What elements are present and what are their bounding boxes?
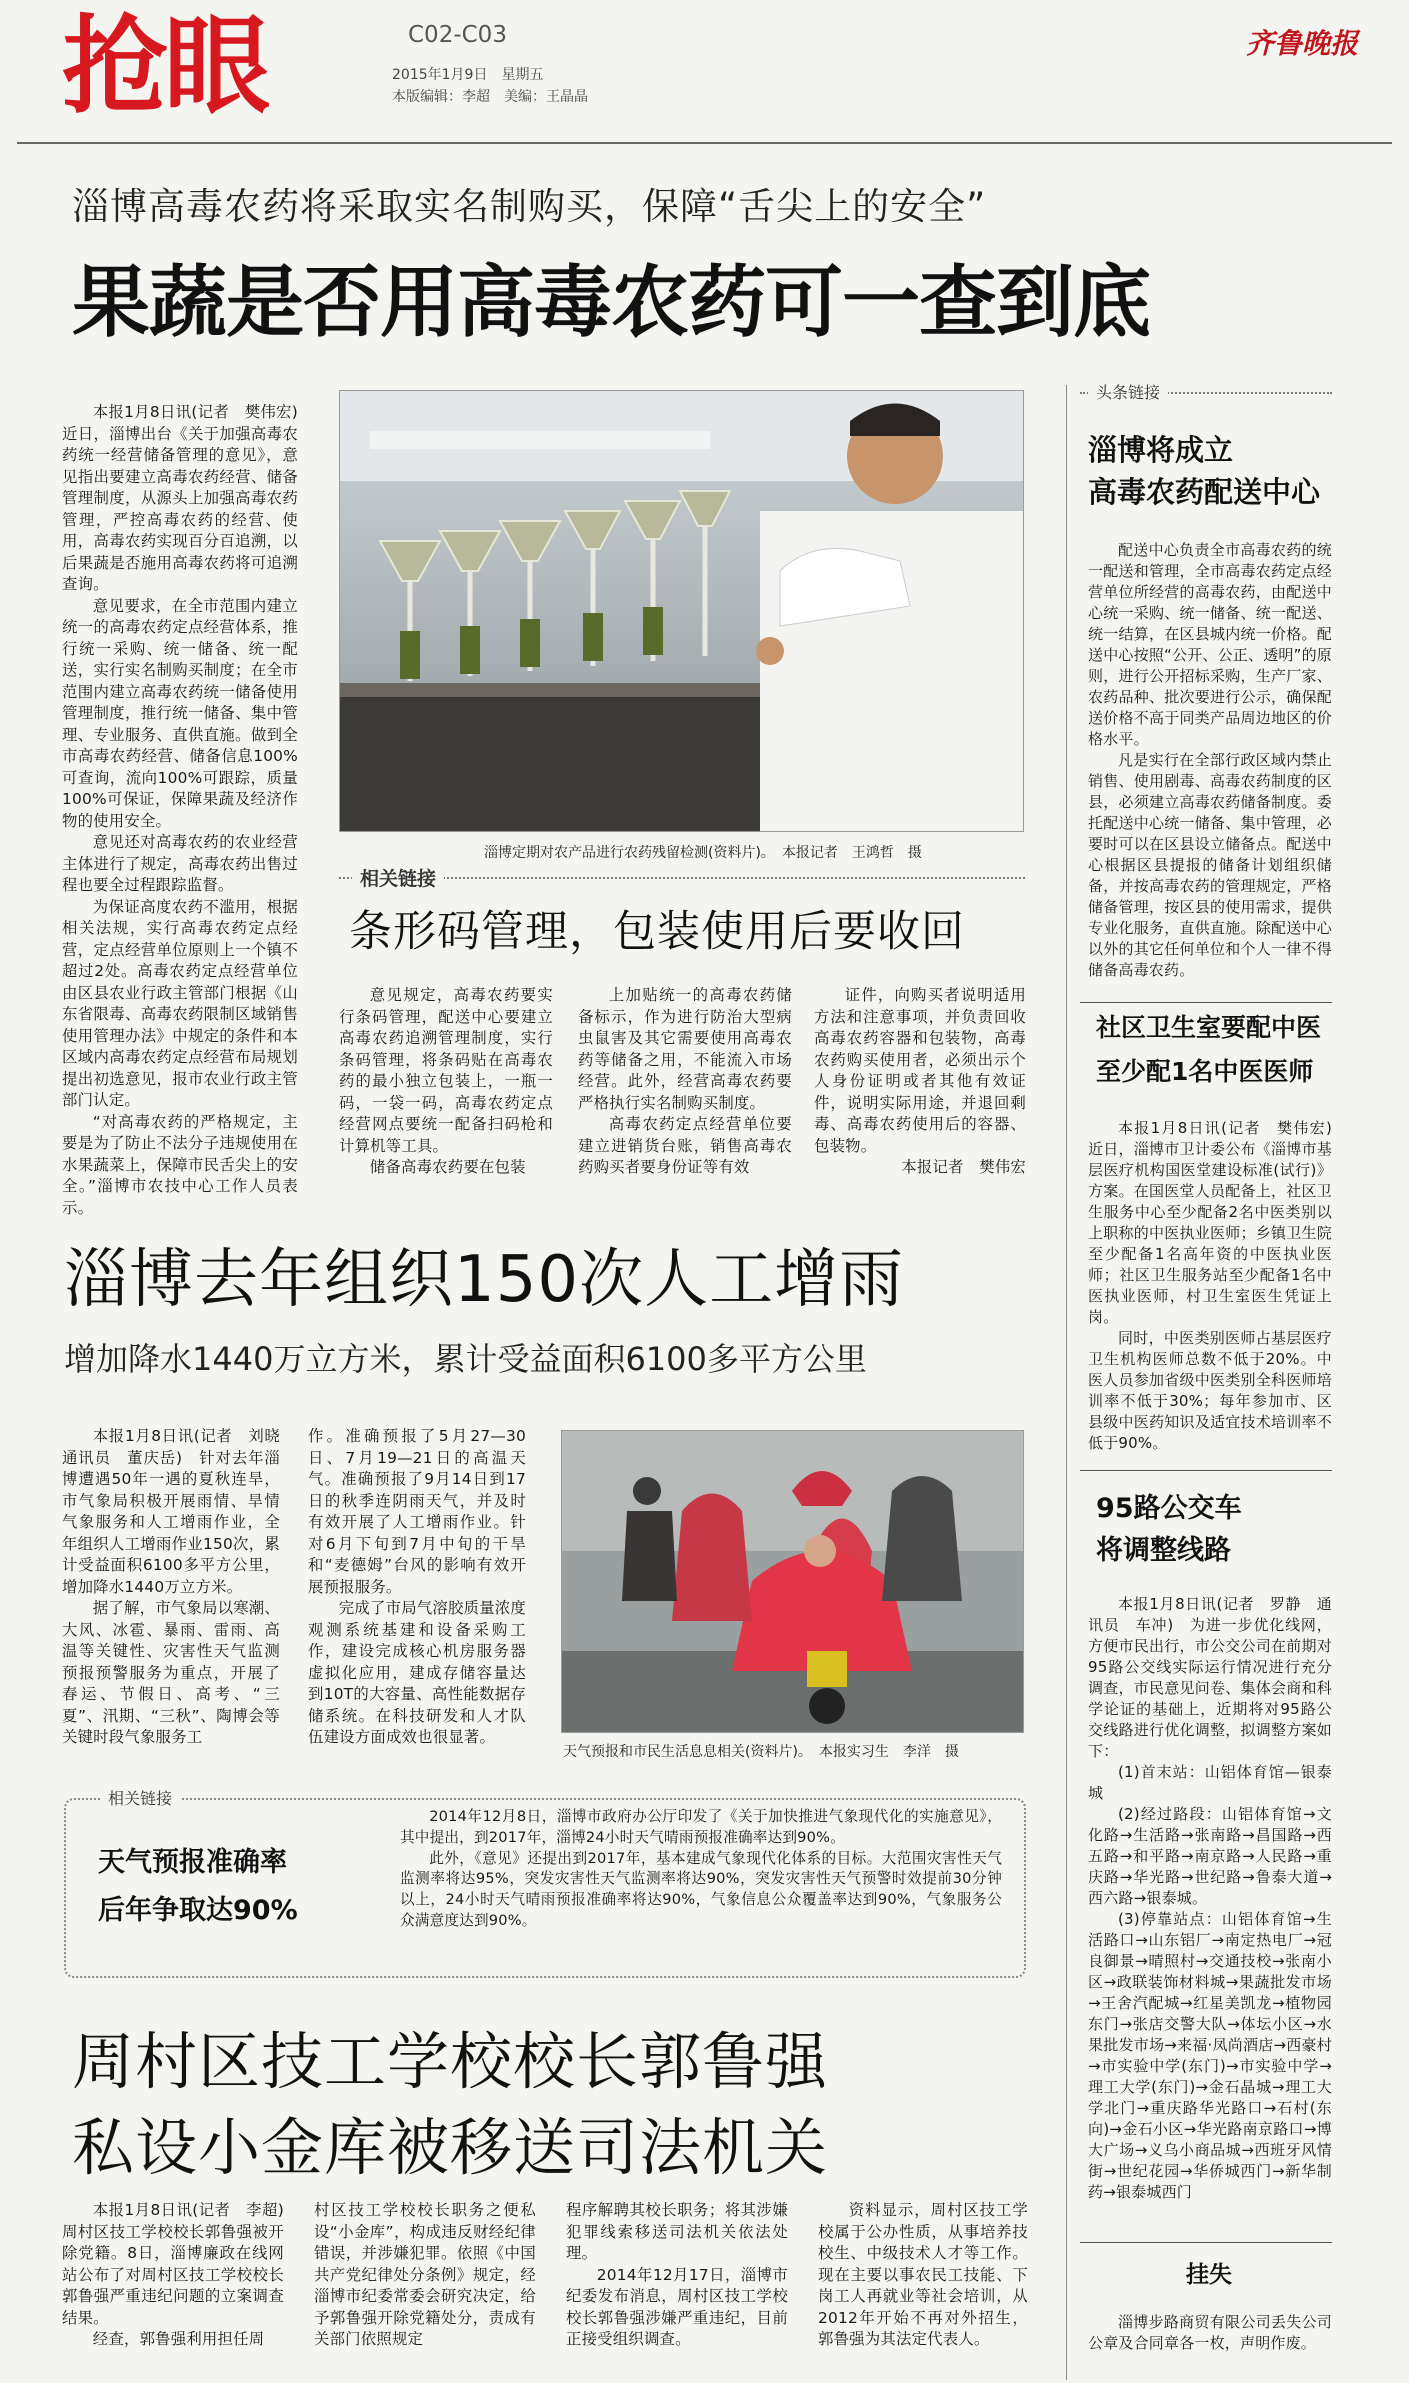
rain-paragraph: 完成了市局气溶胶质量浓度观测系统基建和设备采购工作，建设完成核心机房服务器虚拟化应用，建成存储容量达到10T的大容量、高性能数据存储系统。在科技研发和人才队伍建设方面成效也很显著。: [308, 1599, 526, 1746]
tcm-paragraph: 同时，中医类别医师占基层医疗卫生机构医师总数不低于20%。中医人员参加省级中医类别全科医师培训率不低于30%；每年参加市、区县级中医药知识及适宜技术培训率不低于90%。: [1088, 1329, 1332, 1452]
headline-link-title-2: 高毒农药配送中心: [1088, 475, 1321, 509]
right-column-divider: [1066, 385, 1067, 2380]
weather-link-title-1: 天气预报准确率: [98, 1847, 287, 1878]
school-paragraph: 程序解聘其校长职务；将其涉嫌犯罪线索移送司法机关依法处理。: [566, 2201, 788, 2262]
school-paragraph: 2014年12月17日，淄博市纪委发布消息，周村区技工学校校长郭鲁强涉嫌严重违纪，目前正接受组织调查。: [566, 2265, 788, 2348]
school-headline-line-2: 私设小金库被移送司法机关: [72, 2111, 829, 2184]
barcode-paragraph: 证件，向购买者说明适用方法和注意事项，并负责回收高毒农药容器和包装物，高毒农药购买使用者，必须出示个人身份证明或者其他有效证件，说明实际用途，并退回剩毒、高毒农药使用后的容器、包装物。: [814, 986, 1026, 1155]
rain-photo-caption: 天气预报和市民生活息息相关(资料片)。 本报实习生 李洋 摄: [563, 1744, 959, 1760]
section-name: 抢眼: [62, 3, 266, 128]
bus-paragraph: 本报1月8日讯(记者 罗静 通讯员 车冲) 为进一步优化线网，方便市民出行，市公交公司在前期对95路公交线实际运行情况进行充分调查，市民意见问卷、集体会商和科学论证的基础上，近期将对95路公交线路进行优化调整，拟调整方案如下：: [1088, 1595, 1332, 1760]
tcm-title-2: 至少配1名中医医师: [1096, 1057, 1314, 1086]
rain-col-1: [62, 1426, 296, 1749]
school-col-3: [566, 2200, 788, 2351]
headline-link-body: [1088, 540, 1332, 981]
lead-paragraph: 意见还对高毒农药的农业经营主体进行了规定，高毒农药出售过程也要全过程跟踪监督。: [62, 833, 298, 894]
lost-notice-body: 淄博步路商贸有限公司丢失公司公章及合同章各一枚，声明作废。: [1088, 2313, 1332, 2352]
lead-paragraph: 本报1月8日讯(记者 樊伟宏) 近日，淄博出台《关于加强高毒农药统一经营储备管理的意见》，意见指出要建立高毒农药经营、储备管理制度，从源头上加强高毒农药管理，严控高毒农药的经营、使用，高毒农药实现百分百追溯，以后果蔬是否施用高毒农药将可追溯查询。: [62, 403, 314, 593]
barcode-headline: 条形码管理，包装使用后要收回: [349, 907, 965, 957]
lab-photo-graphic: [340, 391, 1024, 832]
bus-title-1: 95路公交车: [1096, 1493, 1242, 1524]
lead-body: [62, 402, 314, 1219]
rain-photo: [561, 1430, 1024, 1733]
bus-paragraph: (3)停靠站点：山铝体育馆→生活路口→山东铝厂→南定热电厂→冠良御景→晴照村→交通技校→张南小区→政联装饰材料城→果蔬批发市场→王舍汽配城→红星美凯龙→植物园东门→张店交警大队→体坛小区→水果批发市场→来福·凤尚酒店→西豪村→市实验中学(东门)→市实验中学→理工大学(东门)→金石晶城→理工大学北门→重庆路华光路口→石村(东向)→金石小区→华光路南京路口→博大广场→义乌小商品城→西班牙风情街→世纪花园→华侨城西门→新华制药→银泰城西门: [1088, 1910, 1332, 2201]
barcode-col-1: [339, 985, 553, 1179]
rain-col-2: [308, 1426, 526, 1749]
barcode-paragraph: 上加贴统一的高毒农药储备标示，作为进行防治大型病虫鼠害及其它需要使用高毒农药等储备之用，不能流入市场经营。此外，经营高毒农药要严格执行实名制购买制度。: [578, 986, 792, 1112]
barcode-col-2: [578, 985, 792, 1179]
school-paragraph: 资料显示，周村区技工学校属于公办性质，从事培养技校生、中级技术人才等工作。现在主要以事农民工技能、下岗工人再就业等社会培训，从2012年开始不再对外招生，郭鲁强为其法定代表人。: [818, 2201, 1028, 2348]
lab-photo-caption: 淄博定期对农产品进行农药残留检测(资料片)。 本报记者 王鸿哲 摄: [484, 845, 922, 861]
right-divider-1: [1080, 1002, 1332, 1003]
barcode-paragraph: 高毒农药定点经营单位要建立进销货台账，销售高毒农药购买者要身份证等有效: [578, 1115, 792, 1176]
lead-kicker: 淄博高毒农药将采取实名制购买，保障“舌尖上的安全”: [72, 185, 987, 228]
masthead: [62, 3, 1392, 138]
rain-headline: 淄博去年组织150次人工增雨: [64, 1243, 905, 1317]
lead-headline: 果蔬是否用高毒农药可一查到底: [72, 258, 1151, 348]
school-paragraph: 本报1月8日讯(记者 李超) 周村区技工学校校长郭鲁强被开除党籍。8日，淄博廉政在线网站公布了对周村区技工学校校长郭鲁强严重违纪问题的立案调查结果。: [62, 2201, 300, 2327]
page-numbers: C02-C03: [408, 22, 507, 48]
lab-photo: [339, 390, 1024, 832]
rain-paragraph: 据了解，市气象局以寒潮、大风、冰雹、暴雨、雷雨、高温等关键性、灾害性天气监测预报预警服务为重点，开展了春运、节假日、高考、“三夏”、汛期、“三秋”、陶博会等关键时段气象服务工: [62, 1599, 280, 1746]
rain-subhead: 增加降水1440万立方米，累计受益面积6100多平方公里: [64, 1340, 867, 1378]
lost-notice-title: 挂失: [1186, 2262, 1232, 2288]
weather-link-paragraph: 2014年12月8日，淄博市政府办公厅印发了《关于加快推进气象现代化的实施意见》，其中提出，到2017年，淄博24小时天气晴雨预报准确率达到90%。: [400, 1808, 1002, 1846]
issue-date: 2015年1月9日 星期五: [392, 67, 544, 83]
right-divider-2: [1080, 1470, 1332, 1471]
lead-paragraph: 为保证高度农药不滥用，根据相关法规，实行高毒农药定点经营，定点经营单位原则上一个镇不超过2处。高毒农药定点经营单位由区县农业行政主管部门根据《山东省限毒、高毒农药限制区域销售使用管理办法》中规定的条件和本区域内高毒农药定点经营布局规划提出初选意见，报市农业行政主管部门认定。: [62, 897, 298, 1109]
barcode-link-label: 相关链接: [352, 864, 444, 891]
barcode-paragraph: 意见规定，高毒农药要实行条码管理，配送中心要建立高毒农药追溯管理制度，实行条码管理，将条码贴在高毒农药的最小独立包装上，一瓶一码，一袋一码，高毒农药定点经营网点要统一配备扫码枪和计算机等工具。: [339, 986, 553, 1155]
bus-paragraph: (2)经过路段：山铝体育馆→文化路→生活路→张南路→昌国路→西五路→和平路→南京路→人民路→重庆路→华光路→世纪路→鲁泰大道→西六路→银泰城。: [1088, 1805, 1332, 1907]
school-paragraph: 经查，郭鲁强利用担任周: [92, 2330, 265, 2348]
school-col-4: [818, 2200, 1028, 2351]
barcode-col-3: [814, 985, 1026, 1179]
school-col-1: [62, 2200, 300, 2351]
header-rule: [17, 142, 1392, 144]
headline-link-paragraph: 凡是实行在全部行政区域内禁止销售、使用剧毒、高毒农药制度的区县，必须建立高毒农药储备制度。委托配送中心统一储备、集中管理，必要时可以在区县设立储备点。配送中心根据区县提报的储备计划组织储备，并按高毒农药的管理规定，严格储备管理，按区县的使用需求，提供专业化服务，直供直施。除配送中心以外的其它任何单位和个人一律不得储备高毒农药。: [1088, 751, 1332, 979]
right-divider-3: [1080, 2242, 1332, 2243]
weather-link-body: [400, 1807, 1002, 1932]
lead-paragraph: “对高毒农药的严格规定，主要是为了防止不法分子违规使用在水果蔬菜上，保障市民舌尖上的安全。”淄博市农技中心工作人员表示。: [62, 1112, 298, 1217]
editor-credits: 本版编辑：李超 美编：王晶晶: [392, 89, 588, 105]
bus-title-2: 将调整线路: [1096, 1535, 1231, 1566]
school-col-2: [314, 2200, 536, 2351]
rain-paragraph: 作。准确预报了5月27—30日、7月19—21日的高温天气。准确预报了9月14日到17日的秋季连阴雨天气，并及时有效开展了人工增雨作业。针对6月下旬到7月中旬的干旱和“麦德姆”台风的影响有效开展预报服务。: [308, 1427, 526, 1596]
tcm-title-1: 社区卫生室要配中医: [1096, 1013, 1322, 1042]
weather-link-paragraph: 此外，《意见》还提出到2017年，基本建成气象现代化体系的目标。大范围灾害性天气监测率将达95%，突发灾害性天气监测率将达90%，突发灾害性天气预警时效提前30分钟以上，24小时天气晴雨预报准确率将达90%，气象信息公众覆盖率达到90%，气象服务公众满意度达到90%。: [400, 1849, 1002, 1929]
headline-link-label: 头条链接: [1088, 380, 1168, 403]
lead-paragraph: 意见要求，在全市范围内建立统一的高毒农药定点经营体系，推行统一采购、统一储备、统一配送，实行实名制购买制度；在全市范围内建立高毒农药统一储备使用管理制度，推行统一储备、集中管理、专业服务、直供直施。做到全市高毒农药经营、储备信息100%可查询，流向100%可跟踪，质量100%可保证，保障果蔬及经济作物的使用安全。: [62, 596, 298, 830]
barcode-paragraph: 储备高毒农药要在包装: [369, 1158, 526, 1176]
school-headline-line-1: 周村区技工学校校长郭鲁强: [72, 2025, 829, 2098]
rain-photo-graphic: [562, 1431, 1024, 1733]
weather-link-label: 相关链接: [100, 1786, 180, 1809]
tcm-paragraph: 本报1月8日讯(记者 樊伟宏) 近日，淄博市卫计委公布《淄博市基层医疗机构国医堂建设标准(试行)》方案。在国医堂人员配备上，社区卫生服务中心至少配备2名中医类别以上职称的中医执业医师；乡镇卫生院至少配备1名高年资的中医执业医师；社区卫生服务站至少配备1名中医执业医师，村卫生室医生凭证上岗。: [1088, 1119, 1348, 1326]
tcm-body: [1088, 1118, 1348, 1454]
bus-paragraph: (1)首末站：山铝体育馆—银泰城: [1088, 1763, 1332, 1802]
headline-link-paragraph: 配送中心负责全市高毒农药的统一配送和管理，全市高毒农药定点经营单位所经营的高毒农药，由配送中心统一采购、统一储备、统一配送、统一结算，在区县城内统一价格。配送中心按照“公开、公正、透明”的原则，进行公开招标采购，生产厂家、农药品种、批次要进行公示，确保配送价格不高于同类产品周边地区的价格水平。: [1088, 541, 1332, 748]
bus-body: [1088, 1594, 1332, 2203]
barcode-byline: 本报记者 樊伟宏: [901, 1158, 1026, 1176]
rain-paragraph: 本报1月8日讯(记者 刘晓 通讯员 董庆岳) 针对去年淄博遭遇50年一遇的夏秋连旱，市气象局积极开展雨情、旱情气象服务和人工增雨作业，全年组织人工增雨作业150次，累计受益面积6100多平方公里，增加降水1440万立方米。: [62, 1427, 296, 1596]
weather-link-title-2: 后年争取达90%: [98, 1895, 298, 1926]
school-paragraph: 村区技工学校校长职务之便私设“小金库”，构成违反财经纪律错误，并涉嫌犯罪。依照《中国共产党纪律处分条例》规定，经淄博市纪委常委会研究决定，给予郭鲁强开除党籍处分，责成有关部门依照规定: [314, 2201, 536, 2348]
headline-link-title-1: 淄博将成立: [1088, 433, 1234, 467]
newspaper-logo: 齐鲁晚报: [1246, 27, 1359, 60]
